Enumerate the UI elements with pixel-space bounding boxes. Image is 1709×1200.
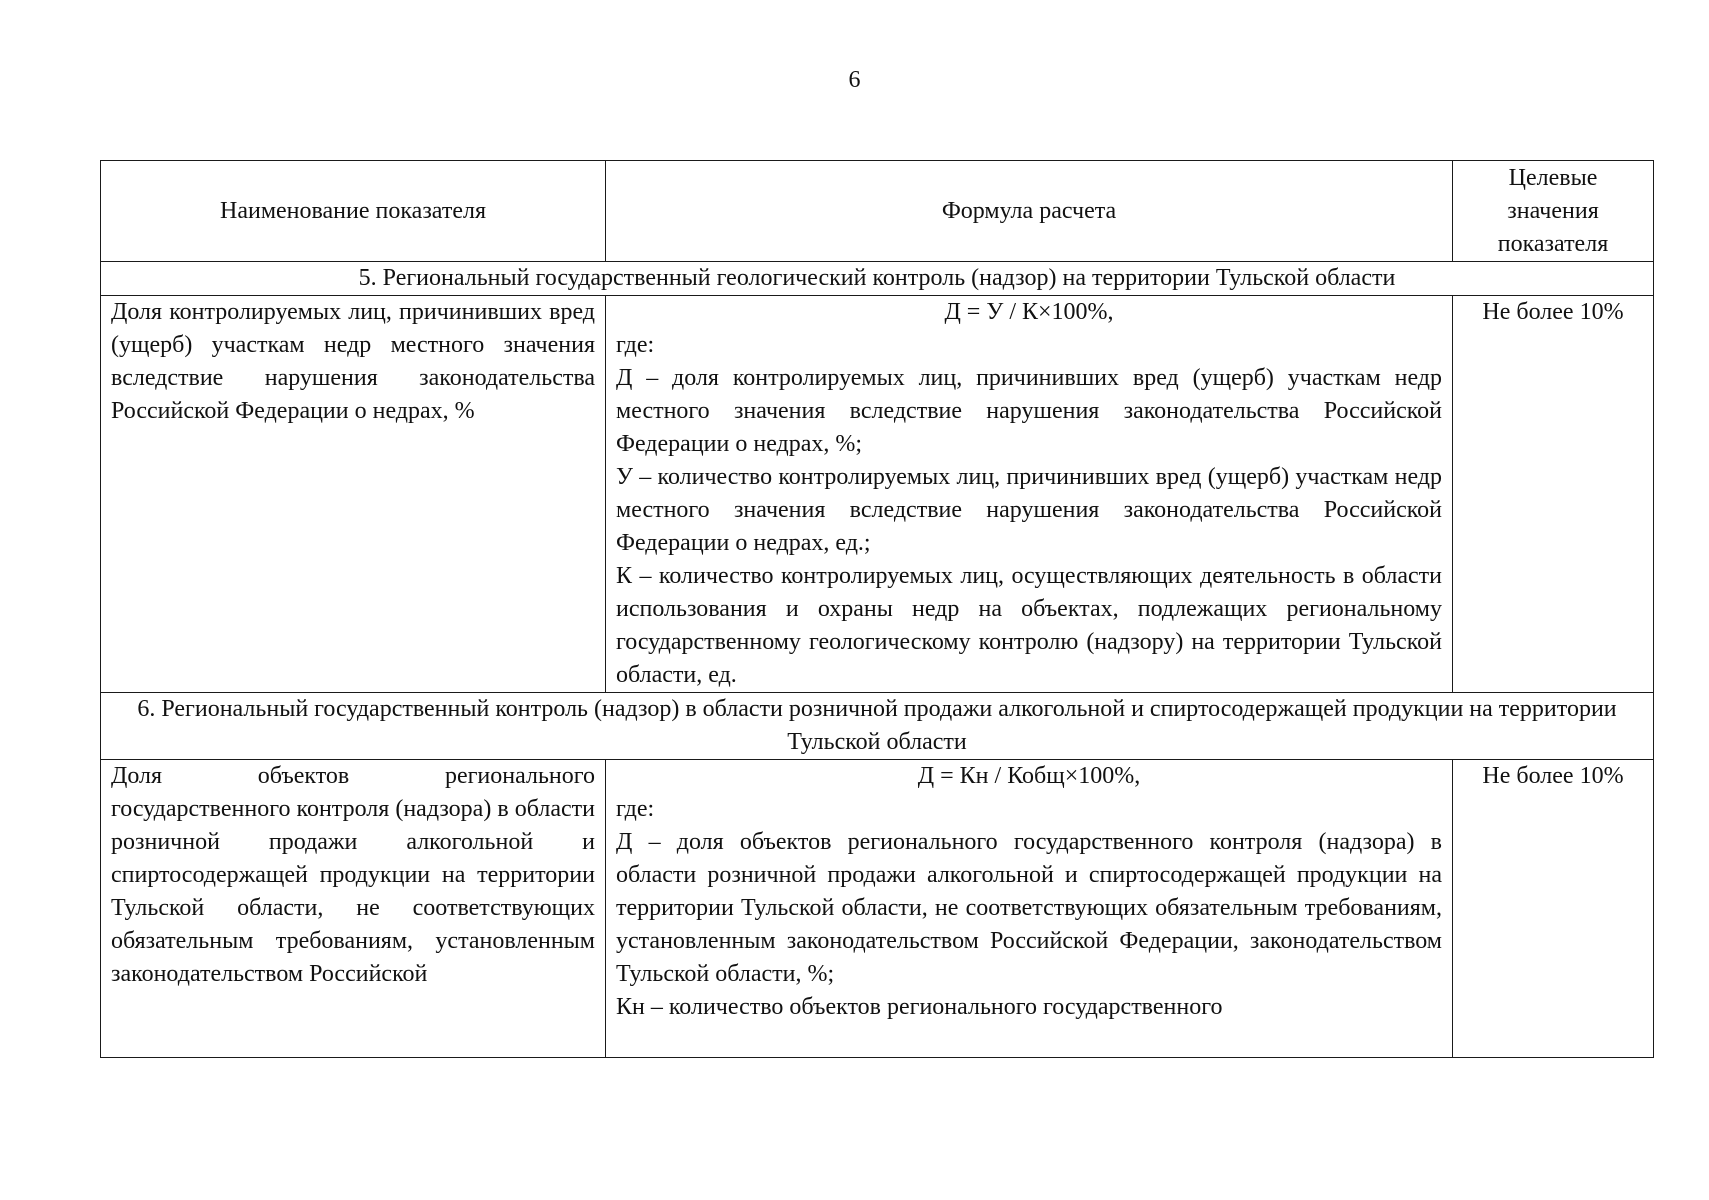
section-title: 5. Региональный государственный геологический контроль (надзор) на территории Тульской области (101, 262, 1654, 296)
formula-cell (606, 296, 1453, 693)
formula-where: где: (616, 796, 655, 822)
formula-definition: Д – доля контролируемых лиц, причинивших вред (ущерб) участкам недр местного значения вследствие нарушения законодательства Российской Федерации о недрах, %; (616, 365, 1442, 457)
formula-definition: К – количество контролируемых лиц, осуществляющих деятельность в области использования и охраны недр на объектах, подлежащих региональному государственному геологическому контролю (надзору) на территории Тульской области, ед. (616, 563, 1442, 688)
table-row (101, 296, 1654, 693)
header-name: Наименование показателя (101, 161, 606, 262)
formula-definition: У – количество контролируемых лиц, причинивших вред (ущерб) участкам недр местного значения вследствие нарушения законодательства Российской Федерации о недрах, ед.; (616, 464, 1442, 556)
section-title-row (101, 262, 1654, 296)
table-header-row (101, 161, 1654, 262)
target-value: Не более 10% (1453, 760, 1654, 1058)
formula-where: где: (616, 332, 655, 358)
header-formula: Формула расчета (606, 161, 1453, 262)
indicator-name: Доля контролируемых лиц, причинивших вред (ущерб) участкам недр местного значения вследствие нарушения законодательства Российской Федерации о недрах, % (101, 296, 606, 693)
indicators-table (100, 160, 1654, 1058)
section-title: 6. Региональный государственный контроль (надзор) в области розничной продажи алкогольной и спиртосодержащей продукции на территории Тульской области (101, 693, 1654, 760)
indicator-name: Доля объектов регионального государственного контроля (надзора) в области розничной продажи алкогольной и спиртосодержащей продукции на территории Тульской области, не соответствующих обязательным требованиям, установленным законодательством Российской (111, 763, 595, 987)
indicator-name-cell (101, 760, 606, 1058)
section-title-row (101, 693, 1654, 760)
formula-expression: Д = Кн / Кобщ×100%, (917, 763, 1141, 789)
target-value: Не более 10% (1453, 296, 1654, 693)
formula-expression: Д = У / К×100%, (944, 299, 1114, 325)
page-number: 6 (848, 67, 861, 93)
header-target: Целевые значения показателя (1453, 161, 1654, 262)
formula-definition: Д – доля объектов регионального государственного контроля (надзора) в области розничной продажи алкогольной и спиртосодержащей продукции на территории Тульской области, не соответствующих обязательным требованиям, установленным законодательством Российской Федерации, законодательством Тульской области, %; (616, 829, 1442, 987)
table-row (101, 760, 1654, 1058)
formula-cell (606, 760, 1453, 1058)
formula-definition: Кн – количество объектов регионального государственного (616, 994, 1223, 1020)
